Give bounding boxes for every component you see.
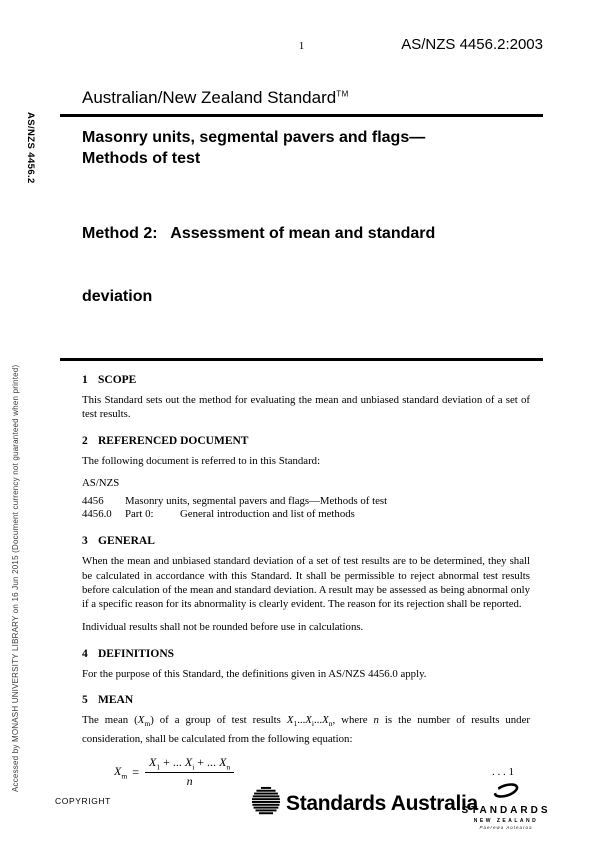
document-title-line-2: Methods of test (82, 150, 201, 167)
globe-icon (251, 786, 281, 821)
equation-denominator: n (186, 774, 193, 789)
section-number: 3 (82, 535, 88, 548)
standard-reference: AS/NZS 4456.2:2003 (401, 36, 543, 53)
equation-lhs: $X_m$ (114, 763, 128, 781)
inline-math-n: n (373, 714, 379, 727)
horizontal-rule-bottom (60, 358, 543, 361)
scope-paragraph: This Standard sets out the method for evaluating the mean and unbiased standard deviation of a set of test results. (82, 394, 530, 421)
document-title-line-1: Masonry units, segmental pavers and flags— (82, 129, 426, 146)
section-title: REFERENCED DOCUMENT (98, 434, 249, 447)
inline-math-series: $X_1...X_i...X_n$ (286, 714, 333, 729)
referenced-doc-part: Part 0: (125, 508, 154, 521)
standards-australia-wordmark: Standards Australia (286, 791, 478, 815)
section-title: MEAN (98, 694, 134, 707)
equation-fraction (145, 755, 234, 789)
library-access-note: Accessed by MONASH UNIVERSITY LIBRARY on 16 Jun 2015 (Document currency not guaranteed when printed) (11, 364, 20, 792)
section-heading-mean (60, 694, 543, 706)
swoosh-icon (488, 786, 524, 803)
section-number: 4 (82, 647, 88, 660)
referenced-document-paragraph: The following document is referred to in this Standard: (82, 454, 321, 467)
section-heading-referenced-document (60, 435, 543, 447)
standards-new-zealand-logo (460, 782, 552, 830)
section-number: 2 (82, 434, 88, 447)
section-number: 5 (82, 694, 88, 707)
method-title-line-1: Method 2: Assessment of mean and standard (82, 225, 436, 242)
referenced-doc-description: General introduction and list of methods (180, 508, 355, 521)
standard-family-heading (60, 88, 543, 108)
standard-family-text: Australian/New Zealand Standard (82, 88, 337, 107)
content-column (60, 80, 543, 789)
trademark-superscript: TM (336, 89, 349, 99)
section-heading-scope (60, 374, 543, 386)
general-paragraph-2: Individual results shall not be rounded before use in calculations. (82, 621, 364, 634)
horizontal-rule-top (60, 114, 543, 117)
section-title: GENERAL (98, 535, 155, 548)
spine-standard-ref: AS/NZS 4456.2 (25, 112, 36, 184)
section-title: DEFINITIONS (98, 647, 175, 660)
referenced-doc-code: 4456 (82, 494, 104, 507)
section-title: SCOPE (98, 374, 137, 386)
referenced-document-org: AS/NZS (82, 476, 120, 489)
standards-nz-wordmark-line-1: STANDARDS (461, 805, 551, 816)
referenced-doc-description: Masonry units, segmental pavers and flags—Methods of test (125, 494, 388, 507)
method-title-line-2: deviation (82, 288, 153, 305)
inline-math-xm: $X_m$ (137, 714, 151, 729)
page-number: 1 (298, 40, 305, 52)
section-heading-general (60, 535, 543, 547)
equation-number: . . . 1 (492, 766, 514, 778)
page-header (60, 36, 543, 53)
equation-equals: = (132, 764, 139, 779)
referenced-doc-code: 4456.0 (82, 508, 112, 521)
mean-paragraph: The mean $(X_m)$ of a group of test results $X_1...X_i...X_n$, where n is the number of results under consideration, shall be calculated from the following equation: (82, 714, 530, 745)
equation-numerator: $X_1$ + ... $X_i$ + ... $X_n$ (145, 755, 234, 773)
copyright-label: COPYRIGHT (55, 796, 111, 806)
standards-nz-tagline: Paerewa Aotearoa (479, 825, 533, 830)
section-number: 1 (82, 374, 88, 386)
general-paragraph-1: When the mean and unbiased standard deviation of a set of test results are to be determined, they shall be calculated in accordance with this Standard. It shall be permissible to reject abnormal test results before calculation of the mean and standard deviation. A result may be assessed as being abnormal only if a specific reason for its abnormality is clearly evident. The reason for its rejection shall be reported. (82, 555, 530, 611)
standards-nz-wordmark-line-2: NEW ZEALAND (473, 818, 539, 824)
definitions-paragraph: For the purpose of this Standard, the definitions given in AS/NZS 4456.0 apply. (82, 667, 427, 680)
method-title (60, 181, 543, 349)
section-heading-definitions (60, 648, 543, 660)
standards-australia-logo (251, 786, 478, 821)
referenced-document-list (60, 495, 543, 523)
